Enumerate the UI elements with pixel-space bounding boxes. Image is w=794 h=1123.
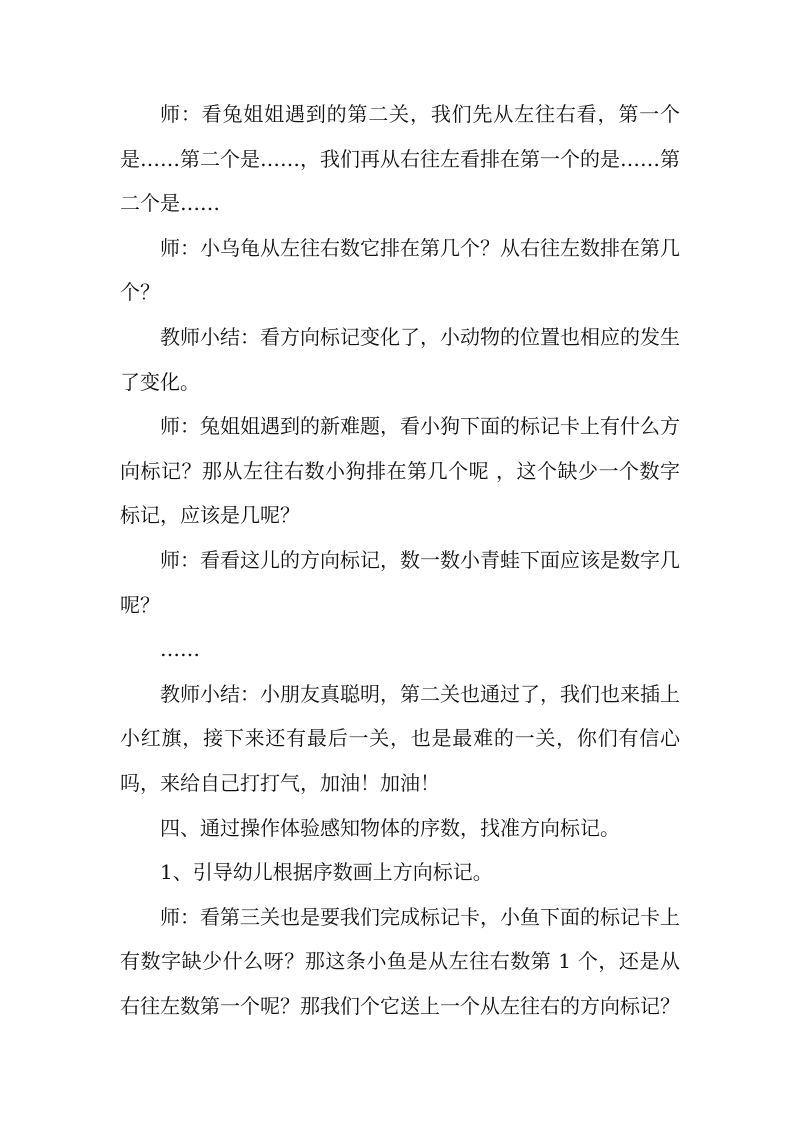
paragraph-teacher-summary-1: 教师小结：看方向标记变化了，小动物的位置也相应的发生了变化。: [120, 324, 680, 394]
section-heading-four: 四、通过操作体验感知物体的序数，找准方向标记。: [160, 815, 620, 840]
paragraph-fish-question: 师：看第三关也是要我们完成标记卡，小鱼下面的标记卡上有数字缺少什么呀？那这条小鱼是从左往右数第 1 个，还是从右往左数第一个呢？那我们个它送上一个从左往右的方向标记？: [120, 904, 680, 1018]
paragraph-teacher-summary-2: 教师小结：小朋友真聪明，第二关也通过了，我们也来插上小红旗，接下来还有最后一关，也是最难的一关，你们有信心吗，来给自己打打气，加油！加油！: [120, 681, 680, 795]
paragraph-ellipsis: ……: [160, 637, 200, 662]
document-body: [120, 92, 680, 1028]
paragraph-turtle-question: 师：小乌龟从左往右数它排在第几个？从右往左数排在第几个？: [120, 235, 680, 305]
subsection-heading-one: 1、引导幼儿根据序数画上方向标记。: [160, 860, 493, 885]
paragraph-rabbit-second-level: 师：看兔姐姐遇到的第二关，我们先从左往右看，第一个是……第二个是……，我们再从右往左看排在第一个的是……第二个是……: [120, 102, 680, 216]
paragraph-dog-question: 师：兔姐姐遇到的新难题，看小狗下面的标记卡上有什么方向标记？那从左往右数小狗排在第几个呢 ，这个缺少一个数字标记，应该是几呢？: [120, 414, 680, 528]
paragraph-frog-question: 师：看看这儿的方向标记，数一数小青蛙下面应该是数字几呢？: [120, 547, 680, 617]
